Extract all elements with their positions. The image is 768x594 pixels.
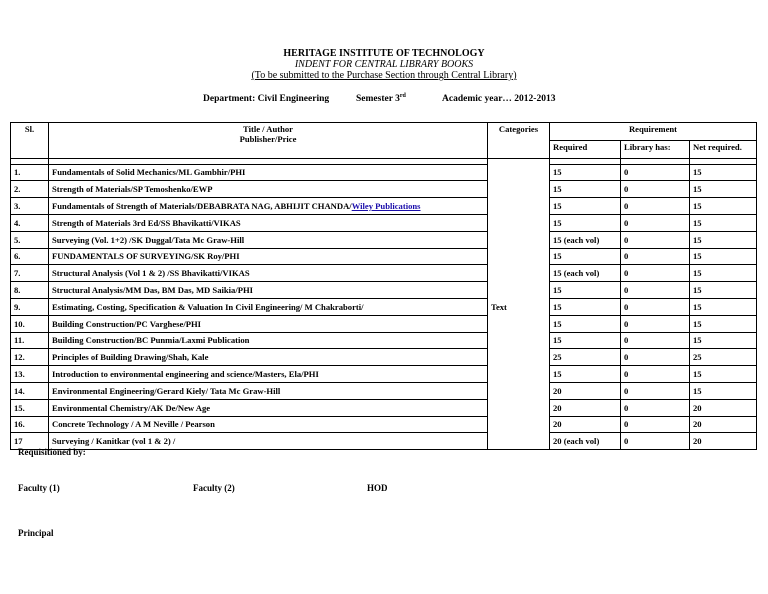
table-row (11, 433, 757, 450)
book-indent-table (10, 122, 757, 450)
row-title-text: Building Construction/BC Punmia/Laxmi Publication (52, 335, 250, 346)
row-sl: 2. (11, 181, 49, 198)
submission-note: (To be submitted to the Purchase Section through Central Library) (251, 70, 517, 81)
row-net-required: 20 (690, 399, 757, 416)
row-title-text: Concrete Technology / A M Neville / Pearson (52, 419, 215, 430)
row-sl: 10. (11, 315, 49, 332)
row-net-required: 15 (690, 198, 757, 215)
row-title (49, 248, 488, 265)
row-required: 25 (550, 349, 621, 366)
department-label: Department: Civil Engineering (203, 94, 330, 104)
publisher-link[interactable]: Wiley Publications (351, 201, 421, 212)
row-title-text: Fundamentals of Strength of Materials/DEBABRATA NAG, ABHIJIT CHANDA/ (52, 201, 352, 212)
requisitioned-label: Requisitioned by: (18, 447, 86, 457)
col-title-line2: Publisher/Price (239, 134, 297, 144)
row-sl: 15. (11, 399, 49, 416)
col-required: Required (550, 140, 621, 158)
row-title (49, 416, 488, 433)
row-required: 15 (550, 282, 621, 299)
faculty2-label: Faculty (2) (193, 483, 235, 493)
row-net-required: 15 (690, 282, 757, 299)
table-row (11, 282, 757, 299)
col-net-required: Net required. (690, 140, 757, 158)
row-required: 20 (550, 399, 621, 416)
row-title (49, 382, 488, 399)
row-library-has: 0 (621, 399, 690, 416)
table-row (11, 198, 757, 215)
row-title (49, 298, 488, 315)
row-library-has: 0 (621, 181, 690, 198)
row-library-has: 0 (621, 332, 690, 349)
academic-year-label: Academic year… 2012-2013 (442, 94, 556, 104)
row-library-has: 0 (621, 366, 690, 383)
row-title (49, 433, 488, 450)
row-title (49, 164, 488, 181)
row-library-has: 0 (621, 416, 690, 433)
row-title (49, 399, 488, 416)
col-categories: Categories (488, 123, 550, 159)
row-required: 15 (550, 332, 621, 349)
row-title (49, 282, 488, 299)
row-sl: 6. (11, 248, 49, 265)
row-title (49, 231, 488, 248)
table-row (11, 399, 757, 416)
faculty1-label: Faculty (1) (18, 483, 60, 493)
table-header-row (11, 123, 757, 141)
row-sl: 8. (11, 282, 49, 299)
row-net-required: 20 (690, 416, 757, 433)
row-title-text: Environmental Chemistry/AK De/New Age (52, 402, 211, 413)
row-title-text: FUNDAMENTALS OF SURVEYING/SK Roy/PHI (52, 251, 240, 262)
hod-label: HOD (367, 483, 388, 493)
row-net-required: 15 (690, 248, 757, 265)
row-library-has: 0 (621, 231, 690, 248)
table-row (11, 332, 757, 349)
row-required: 20 (550, 382, 621, 399)
row-title (49, 214, 488, 231)
institute-title: HERITAGE INSTITUTE OF TECHNOLOGY (283, 48, 485, 59)
table-row (11, 416, 757, 433)
row-net-required: 15 (690, 332, 757, 349)
row-library-has: 0 (621, 382, 690, 399)
row-net-required: 15 (690, 214, 757, 231)
row-sl: 1. (11, 164, 49, 181)
row-library-has: 0 (621, 298, 690, 315)
row-sl: 9. (11, 298, 49, 315)
row-net-required: 15 (690, 366, 757, 383)
row-required: 20 (each vol) (550, 433, 621, 450)
row-sl: 16. (11, 416, 49, 433)
row-net-required: 15 (690, 181, 757, 198)
row-title-text: Surveying / Kanitkar (vol 1 & 2) / (52, 436, 176, 447)
row-net-required: 25 (690, 349, 757, 366)
table-row (11, 298, 757, 315)
row-required: 20 (550, 416, 621, 433)
row-title-text: Building Construction/PC Varghese/PHI (52, 318, 201, 329)
row-required: 15 (550, 315, 621, 332)
table-row (11, 164, 757, 181)
row-sl: 12. (11, 349, 49, 366)
row-category (488, 164, 550, 450)
table-row (11, 265, 757, 282)
form-subtitle: INDENT FOR CENTRAL LIBRARY BOOKS (294, 59, 474, 70)
row-library-has: 0 (621, 248, 690, 265)
principal-label: Principal (18, 528, 54, 538)
row-sl: 14. (11, 382, 49, 399)
row-required: 15 (550, 198, 621, 215)
row-sl: 11. (11, 332, 49, 349)
row-sl: 4. (11, 214, 49, 231)
row-title-text: Structural Analysis (Vol 1 & 2) /SS Bhavikatti/VIKAS (52, 268, 250, 279)
table-row (11, 366, 757, 383)
row-required: 15 (each vol) (550, 231, 621, 248)
col-title-line1: Title / Author (243, 124, 293, 134)
row-title (49, 332, 488, 349)
row-net-required: 15 (690, 231, 757, 248)
row-library-has: 0 (621, 198, 690, 215)
row-library-has: 0 (621, 315, 690, 332)
row-title-text: Environmental Engineering/Gerard Kiely/ Tata Mc Graw-Hill (52, 385, 281, 396)
row-net-required: 15 (690, 315, 757, 332)
row-required: 15 (550, 298, 621, 315)
row-required: 15 (each vol) (550, 265, 621, 282)
table-row (11, 382, 757, 399)
row-net-required: 15 (690, 164, 757, 181)
row-title-text: Structural Analysis/MM Das, BM Das, MD Saikia/PHI (52, 285, 254, 296)
category-text: Text (491, 301, 507, 312)
table-row (11, 248, 757, 265)
row-title-text: Principles of Building Drawing/Shah, Kale (52, 352, 209, 363)
row-sl: 13. (11, 366, 49, 383)
row-library-has: 0 (621, 349, 690, 366)
row-title-text: Strength of Materials/SP Temoshenko/EWP (52, 184, 213, 195)
table-row (11, 315, 757, 332)
row-library-has: 0 (621, 214, 690, 231)
row-required: 15 (550, 181, 621, 198)
table-row (11, 349, 757, 366)
col-sl: Sl. (11, 123, 49, 159)
row-required: 15 (550, 366, 621, 383)
col-title (49, 123, 488, 159)
row-library-has: 0 (621, 433, 690, 450)
row-required: 15 (550, 248, 621, 265)
row-library-has: 0 (621, 265, 690, 282)
row-sl: 5. (11, 231, 49, 248)
row-title-text: Estimating, Costing, Specification & Valuation In Civil Engineering/ M Chakraborti/ (52, 301, 364, 312)
row-title-text: Introduction to environmental engineering and science/Masters, Ela/PHI (52, 369, 319, 380)
row-library-has: 0 (621, 164, 690, 181)
row-net-required: 15 (690, 298, 757, 315)
col-requirement: Requirement (550, 123, 757, 141)
row-sl: 3. (11, 198, 49, 215)
row-required: 15 (550, 214, 621, 231)
row-library-has: 0 (621, 282, 690, 299)
row-title (49, 366, 488, 383)
row-title-text: Surveying (Vol. 1+2) /SK Duggal/Tata Mc Graw-Hill (52, 234, 245, 245)
semester-label: Semester 3rd (356, 92, 406, 104)
col-library-has: Library has: (621, 140, 690, 158)
row-required: 15 (550, 164, 621, 181)
row-title (49, 198, 488, 215)
row-title-text: Strength of Materials 3rd Ed/SS Bhavikatti/VIKAS (52, 217, 241, 228)
row-title (49, 265, 488, 282)
table-row (11, 214, 757, 231)
row-title-text: Fundamentals of Solid Mechanics/ML Gambhir/PHI (52, 167, 246, 178)
row-sl: 17 (11, 433, 49, 450)
row-title (49, 181, 488, 198)
table-row (11, 181, 757, 198)
row-net-required: 20 (690, 433, 757, 450)
table-row (11, 231, 757, 248)
row-title (49, 349, 488, 366)
row-net-required: 15 (690, 265, 757, 282)
row-title (49, 315, 488, 332)
row-net-required: 15 (690, 382, 757, 399)
row-sl: 7. (11, 265, 49, 282)
